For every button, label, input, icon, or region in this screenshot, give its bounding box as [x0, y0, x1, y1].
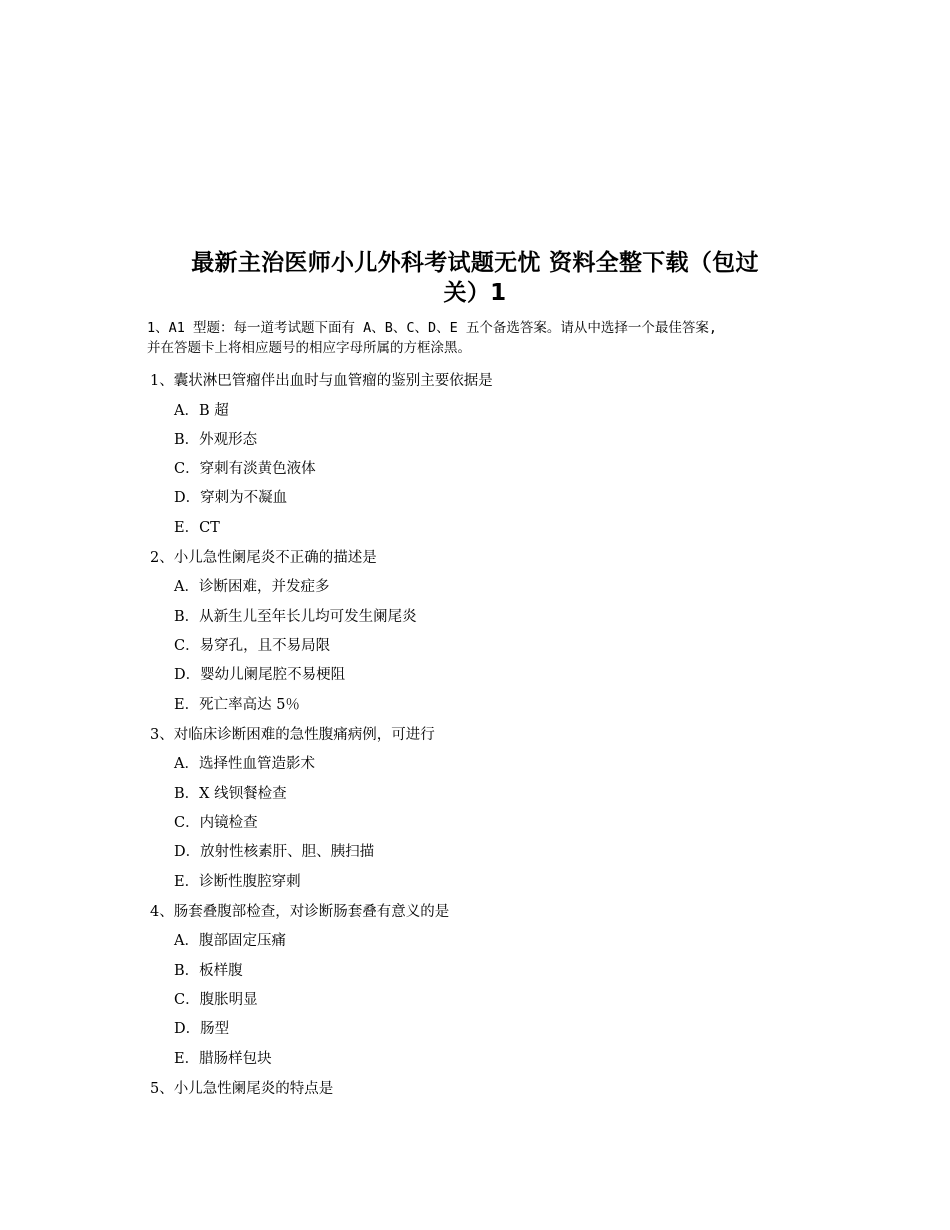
- question-stem: 3、对临床诊断困难的急性腹痛病例，可进行: [150, 726, 435, 743]
- instructions-line-2: 并在答题卡上将相应题号的相应字母所属的方框涂黑。: [147, 340, 471, 356]
- question-stem: 2、小儿急性阑尾炎不正确的描述是: [150, 549, 377, 566]
- answer-option: E．诊断性腹腔穿刺: [174, 873, 301, 890]
- answer-option: C．易穿孔，且不易局限: [174, 638, 331, 655]
- answer-option: D．放射性核素肝、胆、胰扫描: [174, 844, 375, 861]
- question-list: [150, 366, 810, 1104]
- answer-option: E．死亡率高达 5％: [174, 696, 300, 713]
- answer-option: B．外观形态: [174, 431, 258, 448]
- answer-option: E．腊肠样包块: [174, 1050, 272, 1067]
- answer-option: C．穿刺有淡黄色液体: [174, 461, 316, 478]
- answer-option: B．从新生儿至年长儿均可发生阑尾炎: [174, 608, 417, 625]
- question-stem: 1、囊状淋巴管瘤伴出血时与血管瘤的鉴别主要依据是: [150, 373, 493, 389]
- answer-option: A．B 超: [174, 402, 229, 419]
- answer-option: C．内镜检查: [174, 815, 258, 832]
- answer-option: A．选择性血管造影术: [174, 756, 315, 773]
- answer-option: A．诊断困难，并发症多: [174, 579, 330, 596]
- question-stem: 5、小儿急性阑尾炎的特点是: [150, 1080, 334, 1097]
- answer-option: D．穿刺为不凝血: [174, 490, 288, 507]
- answer-option: D．肠型: [174, 1021, 230, 1038]
- answer-option: D．婴幼儿阑尾腔不易梗阻: [174, 667, 346, 684]
- answer-option: C．腹胀明显: [174, 992, 258, 1009]
- title-line-2: 关）1: [443, 280, 507, 306]
- answer-option: B．板样腹: [174, 962, 243, 979]
- document-title: [150, 248, 800, 308]
- instructions-line-1: 1、A1 型题：每一道考试题下面有 A、B、C、D、E 五个备选答案。请从中选择一个最佳答案,: [147, 320, 718, 336]
- answer-option: A．腹部固定压痛: [174, 933, 286, 950]
- answer-option: E．CT: [174, 519, 220, 536]
- instructions: [147, 318, 812, 358]
- answer-option: B．X 线钡餐检查: [174, 785, 287, 802]
- title-line-1: 最新主治医师小儿外科考试题无忧 资料全整下载（包过: [191, 250, 759, 276]
- question-stem: 4、肠套叠腹部检查，对诊断肠套叠有意义的是: [150, 903, 450, 920]
